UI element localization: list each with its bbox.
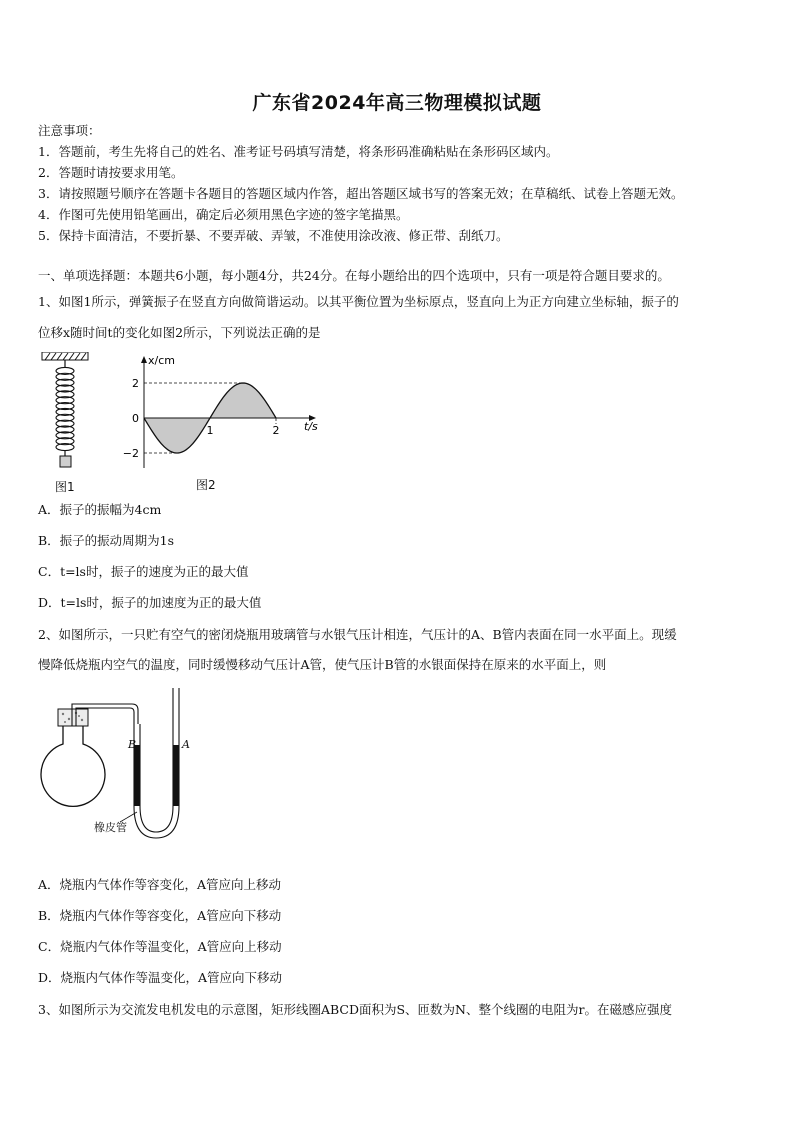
question-2-option-a: A．烧瓶内气体作等容变化，A管应向上移动 [38, 877, 282, 892]
section-heading: 一、单项选择题：本题共6小题，每小题4分，共24分。在每小题给出的四个选项中，只有一项是符合题目要求的。 [38, 268, 670, 283]
question-2-option-d: D．烧瓶内气体作等温变化，A管应向下移动 [38, 970, 283, 985]
page-title: 广东省2024年高三物理模拟试题 [252, 92, 542, 114]
note-item: 5．保持卡面清洁，不要折暴、不要弄破、弄皱，不准使用涂改液、修正带、刮纸刀。 [38, 228, 509, 243]
note-item: 1．答题前，考生先将自己的姓名、准考证号码填写清楚，将条形码准确粘贴在条形码区域内。 [38, 144, 559, 159]
x-axis-label: t/s [304, 420, 318, 433]
shaded-area-left [144, 418, 210, 453]
mercury-a [173, 745, 179, 806]
label-rubber-tube: 橡皮管 [94, 821, 127, 834]
figure-1-label: 图1 [55, 480, 75, 494]
question-2-text: 慢降低烧瓶内空气的温度，同时缓慢移动气压计A管，使气压计B管的水银面保持在原来的水平面上，则 [38, 657, 607, 672]
rubber-tube [134, 806, 179, 838]
question-3-text: 3、如图所示为交流发电机发电的示意图，矩形线圈ABCD面积为S、匝数为N、整个线圈的电阻为r。在磁感应强度 [38, 1002, 672, 1017]
x-tick-label: 2 [272, 424, 280, 437]
figure-2-chart [118, 352, 328, 478]
y-tick-label: −2 [122, 447, 139, 460]
y-tick-label: 0 [132, 412, 139, 425]
label-tube-b: B [128, 738, 137, 751]
question-1-option-b: B．振子的振动周期为1s [38, 533, 175, 548]
ceiling-support [42, 352, 88, 360]
y-tick-label: 2 [132, 377, 139, 390]
question-1-option-a: A．振子的振幅为4cm [38, 502, 162, 517]
x-tick-label: 1 [206, 424, 214, 437]
question-2-option-b: B．烧瓶内气体作等容变化，A管应向下移动 [38, 908, 282, 923]
mercury-b [134, 745, 140, 806]
question-2-option-c: C．烧瓶内气体作等温变化，A管应向上移动 [38, 939, 282, 954]
y-axis-arrow [141, 356, 147, 363]
label-tube-a: A [182, 738, 190, 751]
question-1-option-c: C．t=ls时，振子的速度为正的最大值 [38, 564, 249, 579]
notes-heading: 注意事项： [38, 123, 101, 138]
question-1-text: 位移x随时间t的变化如图2所示，下列说法正确的是 [38, 325, 321, 340]
flask [41, 726, 105, 806]
oscillator-block [60, 456, 71, 467]
question-1-text: 1、如图1所示，弹簧振子在竖直方向做简谐运动。以其平衡位置为坐标原点，竖直向上为正方向建立坐标轴，振子的 [38, 294, 679, 309]
shaded-area-right [210, 383, 276, 418]
figure-1-spring [38, 352, 98, 492]
note-item: 2．答题时请按要求用笔。 [38, 165, 184, 180]
spring-coil [56, 367, 74, 450]
figure-2-label: 图2 [196, 478, 216, 492]
stopper [58, 709, 88, 726]
y-axis-label: x/cm [148, 354, 175, 367]
question-1-option-d: D．t=ls时，振子的加速度为正的最大值 [38, 595, 262, 610]
question-2-text: 2、如图所示，一只贮有空气的密闭烧瓶用玻璃管与水银气压计相连，气压计的A、B管内表面在同一水平面上。现缓 [38, 627, 677, 642]
note-item: 4．作图可先使用铅笔画出，确定后必须用黑色字迹的签字笔描黑。 [38, 207, 409, 222]
note-item: 3．请按照题号顺序在答题卡各题目的答题区域内作答，超出答题区域书写的答案无效；在草稿纸、试卷上答题无效。 [38, 186, 684, 201]
